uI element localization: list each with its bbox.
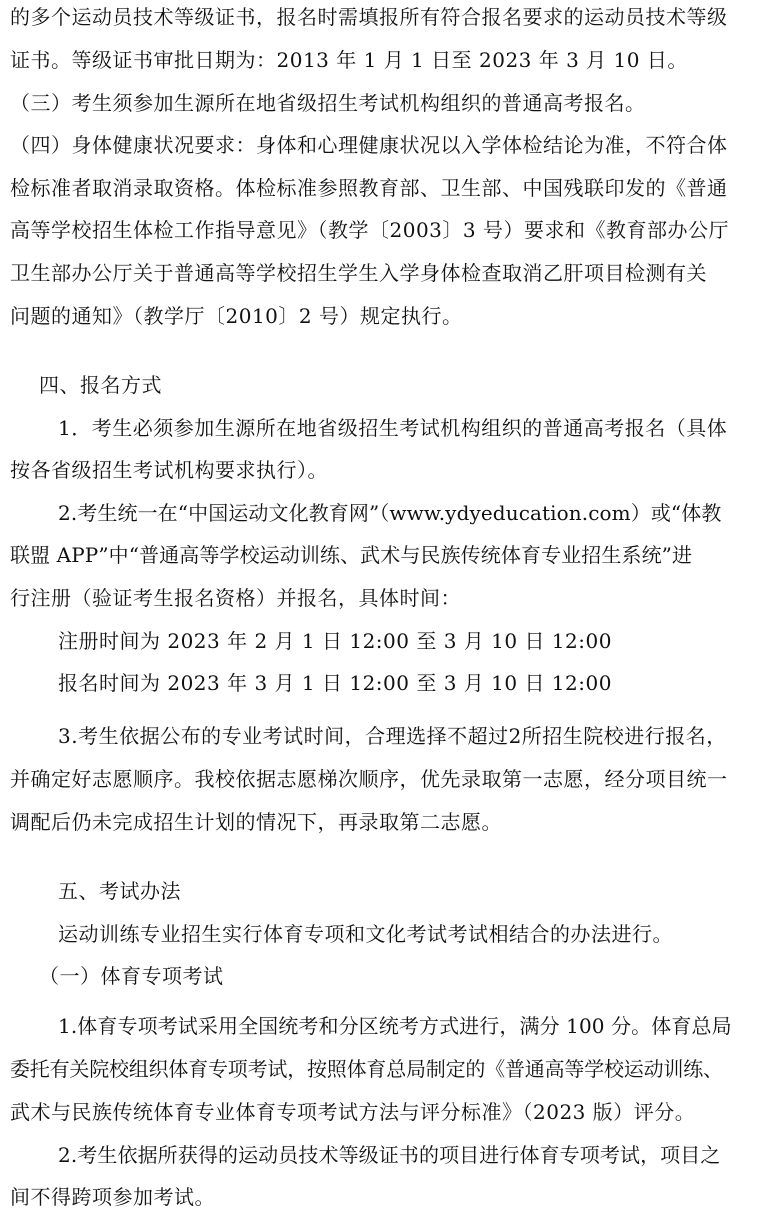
text-line: 运动训练专业招生实行体育专项和文化考试考试相结合的办法进行。: [58, 922, 673, 946]
text-line: 行注册（验证考生报名资格）并报名，具体时间：: [10, 586, 461, 610]
text-line: （四）身体健康状况要求：身体和心理健康状况以入学体检结论为准，不符合体: [10, 133, 728, 157]
text-line: 注册时间为 2023 年 2 月 1 日 12:00 至 3 月 10 日 12:00: [58, 629, 612, 653]
text-line: （三）考生须参加生源所在地省级招生考试机构组织的普通高考报名。: [10, 91, 646, 115]
text-line: 证书。等级证书审批日期为：2013 年 1 月 1 日至 2023 年 3 月 10 日。: [10, 48, 688, 72]
text-line: 卫生部办公厅关于普通高等学校招生学生入学身体检查取消乙肝项目检测有关: [10, 261, 707, 285]
text-line: 报名时间为 2023 年 3 月 1 日 12:00 至 3 月 10 日 12:00: [58, 671, 612, 695]
text-line: 1.体育专项考试采用全国统考和分区统考方式进行，满分 100 分。体育总局: [58, 1014, 732, 1038]
text-line: 的多个运动员技术等级证书，报名时需填报所有符合报名要求的运动员技术等级: [10, 5, 728, 29]
text-line: 高等学校招生体检工作指导意见》（教学〔2003〕3 号）要求和《教育部办公厅: [10, 218, 729, 242]
subsection-heading: （一）体育专项考试: [39, 964, 224, 988]
text-line: 间不得跨项参加考试。: [10, 1185, 215, 1209]
text-line: 检标准者取消录取资格。体检标准参照教育部、卫生部、中国残联印发的《普通: [10, 176, 728, 200]
text-line: 并确定好志愿顺序。我校依据志愿梯次顺序，优先录取第一志愿，经分项目统一: [10, 767, 728, 791]
text-line: 武术与民族传统体育专业体育专项考试方法与评分标准》（2023 版）评分。: [10, 1100, 696, 1124]
text-line: 联盟 APP”中“普通高等学校运动训练、武术与民族传统体育专业招生系统”进: [10, 543, 693, 567]
text-line: 按各省级招生考试机构要求执行）。: [10, 458, 328, 482]
text-line: 3.考生依据公布的专业考试时间，合理选择不超过2所招生院校进行报名，: [58, 724, 727, 748]
text-line: 1．考生必须参加生源所在地省级招生考试机构组织的普通高考报名（具体: [58, 416, 728, 440]
section-heading: 四、报名方式: [39, 373, 162, 397]
text-line: 问题的通知》（教学厅〔2010〕2 号）规定执行。: [10, 304, 463, 328]
text-line: 调配后仍未完成招生计划的情况下，再录取第二志愿。: [10, 810, 502, 834]
section-heading: 五、考试办法: [58, 879, 181, 903]
text-line: 2.考生依据所获得的运动员技术等级证书的项目进行体育专项考试，项目之: [58, 1143, 721, 1167]
text-line: 委托有关院校组织体育专项考试，按照体育总局制定的《普通高等学校运动训练、: [10, 1057, 723, 1081]
text-line: 2.考生统一在“中国运动文化教育网”（www.ydyeducation.com）或“体教: [58, 501, 722, 525]
